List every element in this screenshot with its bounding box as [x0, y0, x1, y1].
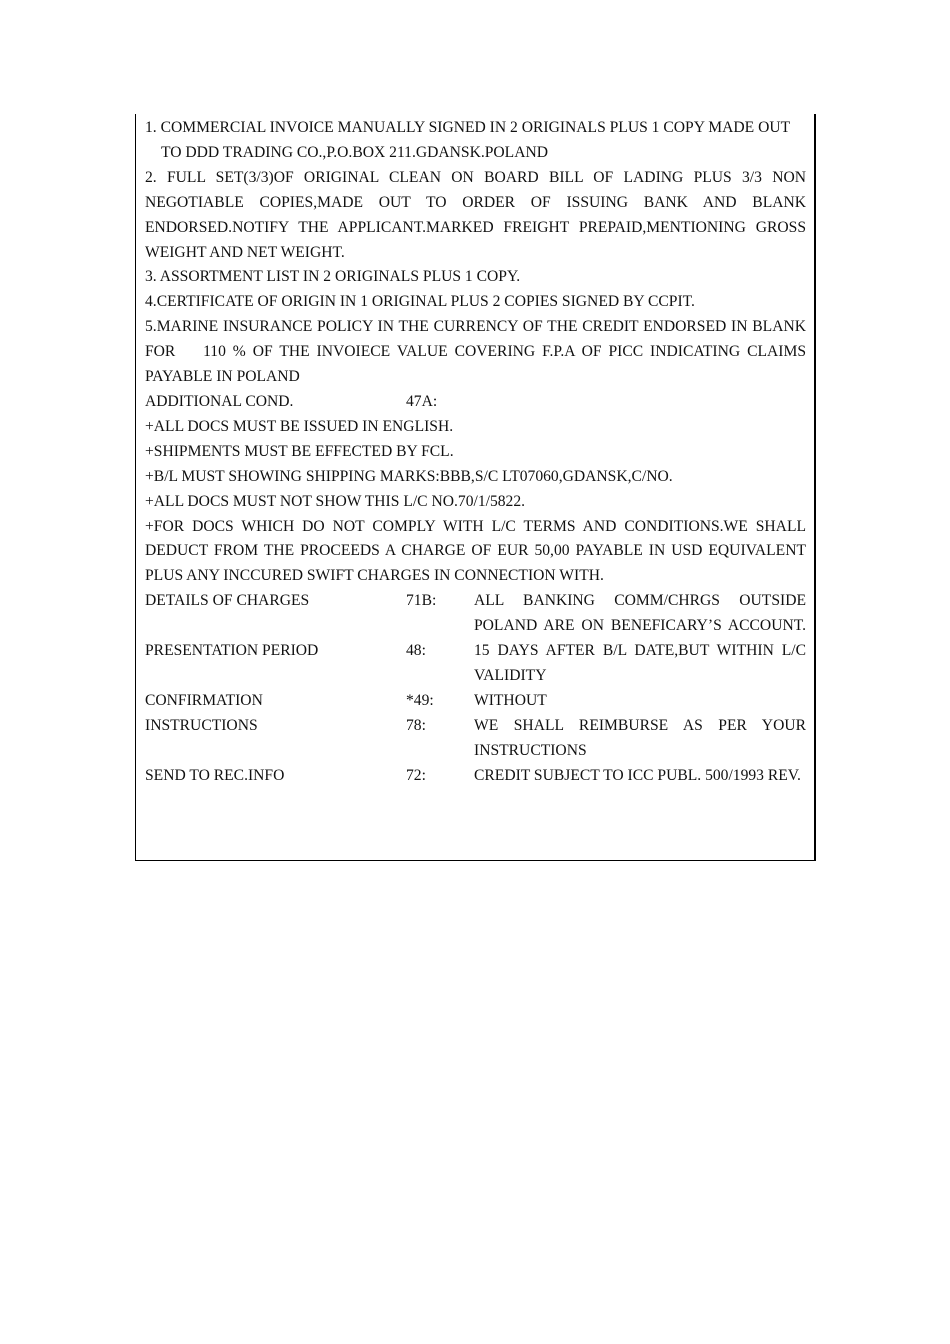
field-row-confirmation: [145, 689, 806, 714]
additional-cond-line: +ALL DOCS MUST BE ISSUED IN ENGLISH.: [145, 417, 454, 435]
additional-cond-code: 47A:: [406, 392, 438, 410]
lc-document-box: [135, 114, 816, 861]
field-value: 15 DAYS AFTER B/L DATE,BUT WITHIN L/C VALIDITY: [474, 642, 806, 684]
additional-cond-line: +FOR DOCS WHICH DO NOT COMPLY WITH L/C TERMS AND CONDITIONS.WE SHALL DEDUCT FROM THE PROCEEDS A CHARGE OF EUR 50,00 PAYABLE IN USD EQUIVALENT PLUS ANY INCCURED SWIFT CHARGES IN CONNECTION WITH.: [145, 517, 806, 585]
field-label: PRESENTATION PERIOD: [145, 642, 319, 660]
field-code: 72:: [406, 766, 426, 784]
doc-item-1-address: TO DDD TRADING CO.,P.O.BOX 211.GDANSK.POLAND: [161, 143, 548, 161]
lc-document-content: [145, 116, 806, 788]
doc-item-1: 1. COMMERCIAL INVOICE MANUALLY SIGNED IN 2 ORIGINALS PLUS 1 COPY MADE OUT: [145, 119, 791, 136]
field-value: WE SHALL REIMBURSE AS PER YOUR INSTRUCTIONS: [474, 716, 806, 759]
additional-cond-row: [145, 390, 806, 415]
additional-cond-line: +B/L MUST SHOWING SHIPPING MARKS:BBB,S/C LT07060,GDANSK,C/NO.: [145, 467, 673, 485]
field-code: *49:: [406, 691, 434, 709]
additional-cond-label: ADDITIONAL COND.: [145, 392, 294, 410]
doc-item-3: 3. ASSORTMENT LIST IN 2 ORIGINALS PLUS 1 COPY.: [145, 268, 521, 286]
field-row-details-of-charges: [145, 589, 806, 639]
field-row-instructions: [145, 714, 806, 764]
field-label: CONFIRMATION: [145, 691, 263, 709]
field-code: 71B:: [406, 592, 437, 610]
field-value: WITHOUT: [474, 691, 547, 709]
additional-cond-line: +SHIPMENTS MUST BE EFFECTED BY FCL.: [145, 442, 454, 460]
field-label: INSTRUCTIONS: [145, 716, 258, 734]
doc-item-4: 4.CERTIFICATE OF ORIGIN IN 1 ORIGINAL PLUS 2 COPIES SIGNED BY CCPIT.: [145, 293, 695, 311]
field-label: SEND TO REC.INFO: [145, 766, 285, 784]
field-label: DETAILS OF CHARGES: [145, 592, 310, 610]
field-code: 48:: [406, 642, 426, 660]
field-row-send-to-rec-info: [145, 764, 806, 789]
doc-item-2: 2. FULL SET(3/3)OF ORIGINAL CLEAN ON BOARD BILL OF LADING PLUS 3/3 NON NEGOTIABLE COPIES,MADE OUT TO ORDER OF ISSUING BANK AND BLANK ENDORSED.NOTIFY THE APPLICANT.MARKED FREIGHT PREPAID,MENTIONING GROSS WEIGHT AND NET WEIGHT.: [145, 168, 806, 261]
field-value: ALL BANKING COMM/CHRGS OUTSIDE POLAND ARE ON BENEFICARY’S ACCOUNT.: [474, 592, 806, 635]
doc-item-5: 5.MARINE INSURANCE POLICY IN THE CURRENCY OF THE CREDIT ENDORSED IN BLANK FOR 110 % OF THE INVOIECE VALUE COVERING F.P.A OF PICC INDICATING CLAIMS PAYABLE IN POLAND: [145, 318, 806, 386]
field-row-presentation-period: [145, 639, 806, 689]
field-value: CREDIT SUBJECT TO ICC PUBL. 500/1993 REV.: [474, 766, 801, 784]
additional-cond-line: +ALL DOCS MUST NOT SHOW THIS L/C NO.70/1/5822.: [145, 492, 526, 510]
field-code: 78:: [406, 716, 426, 734]
